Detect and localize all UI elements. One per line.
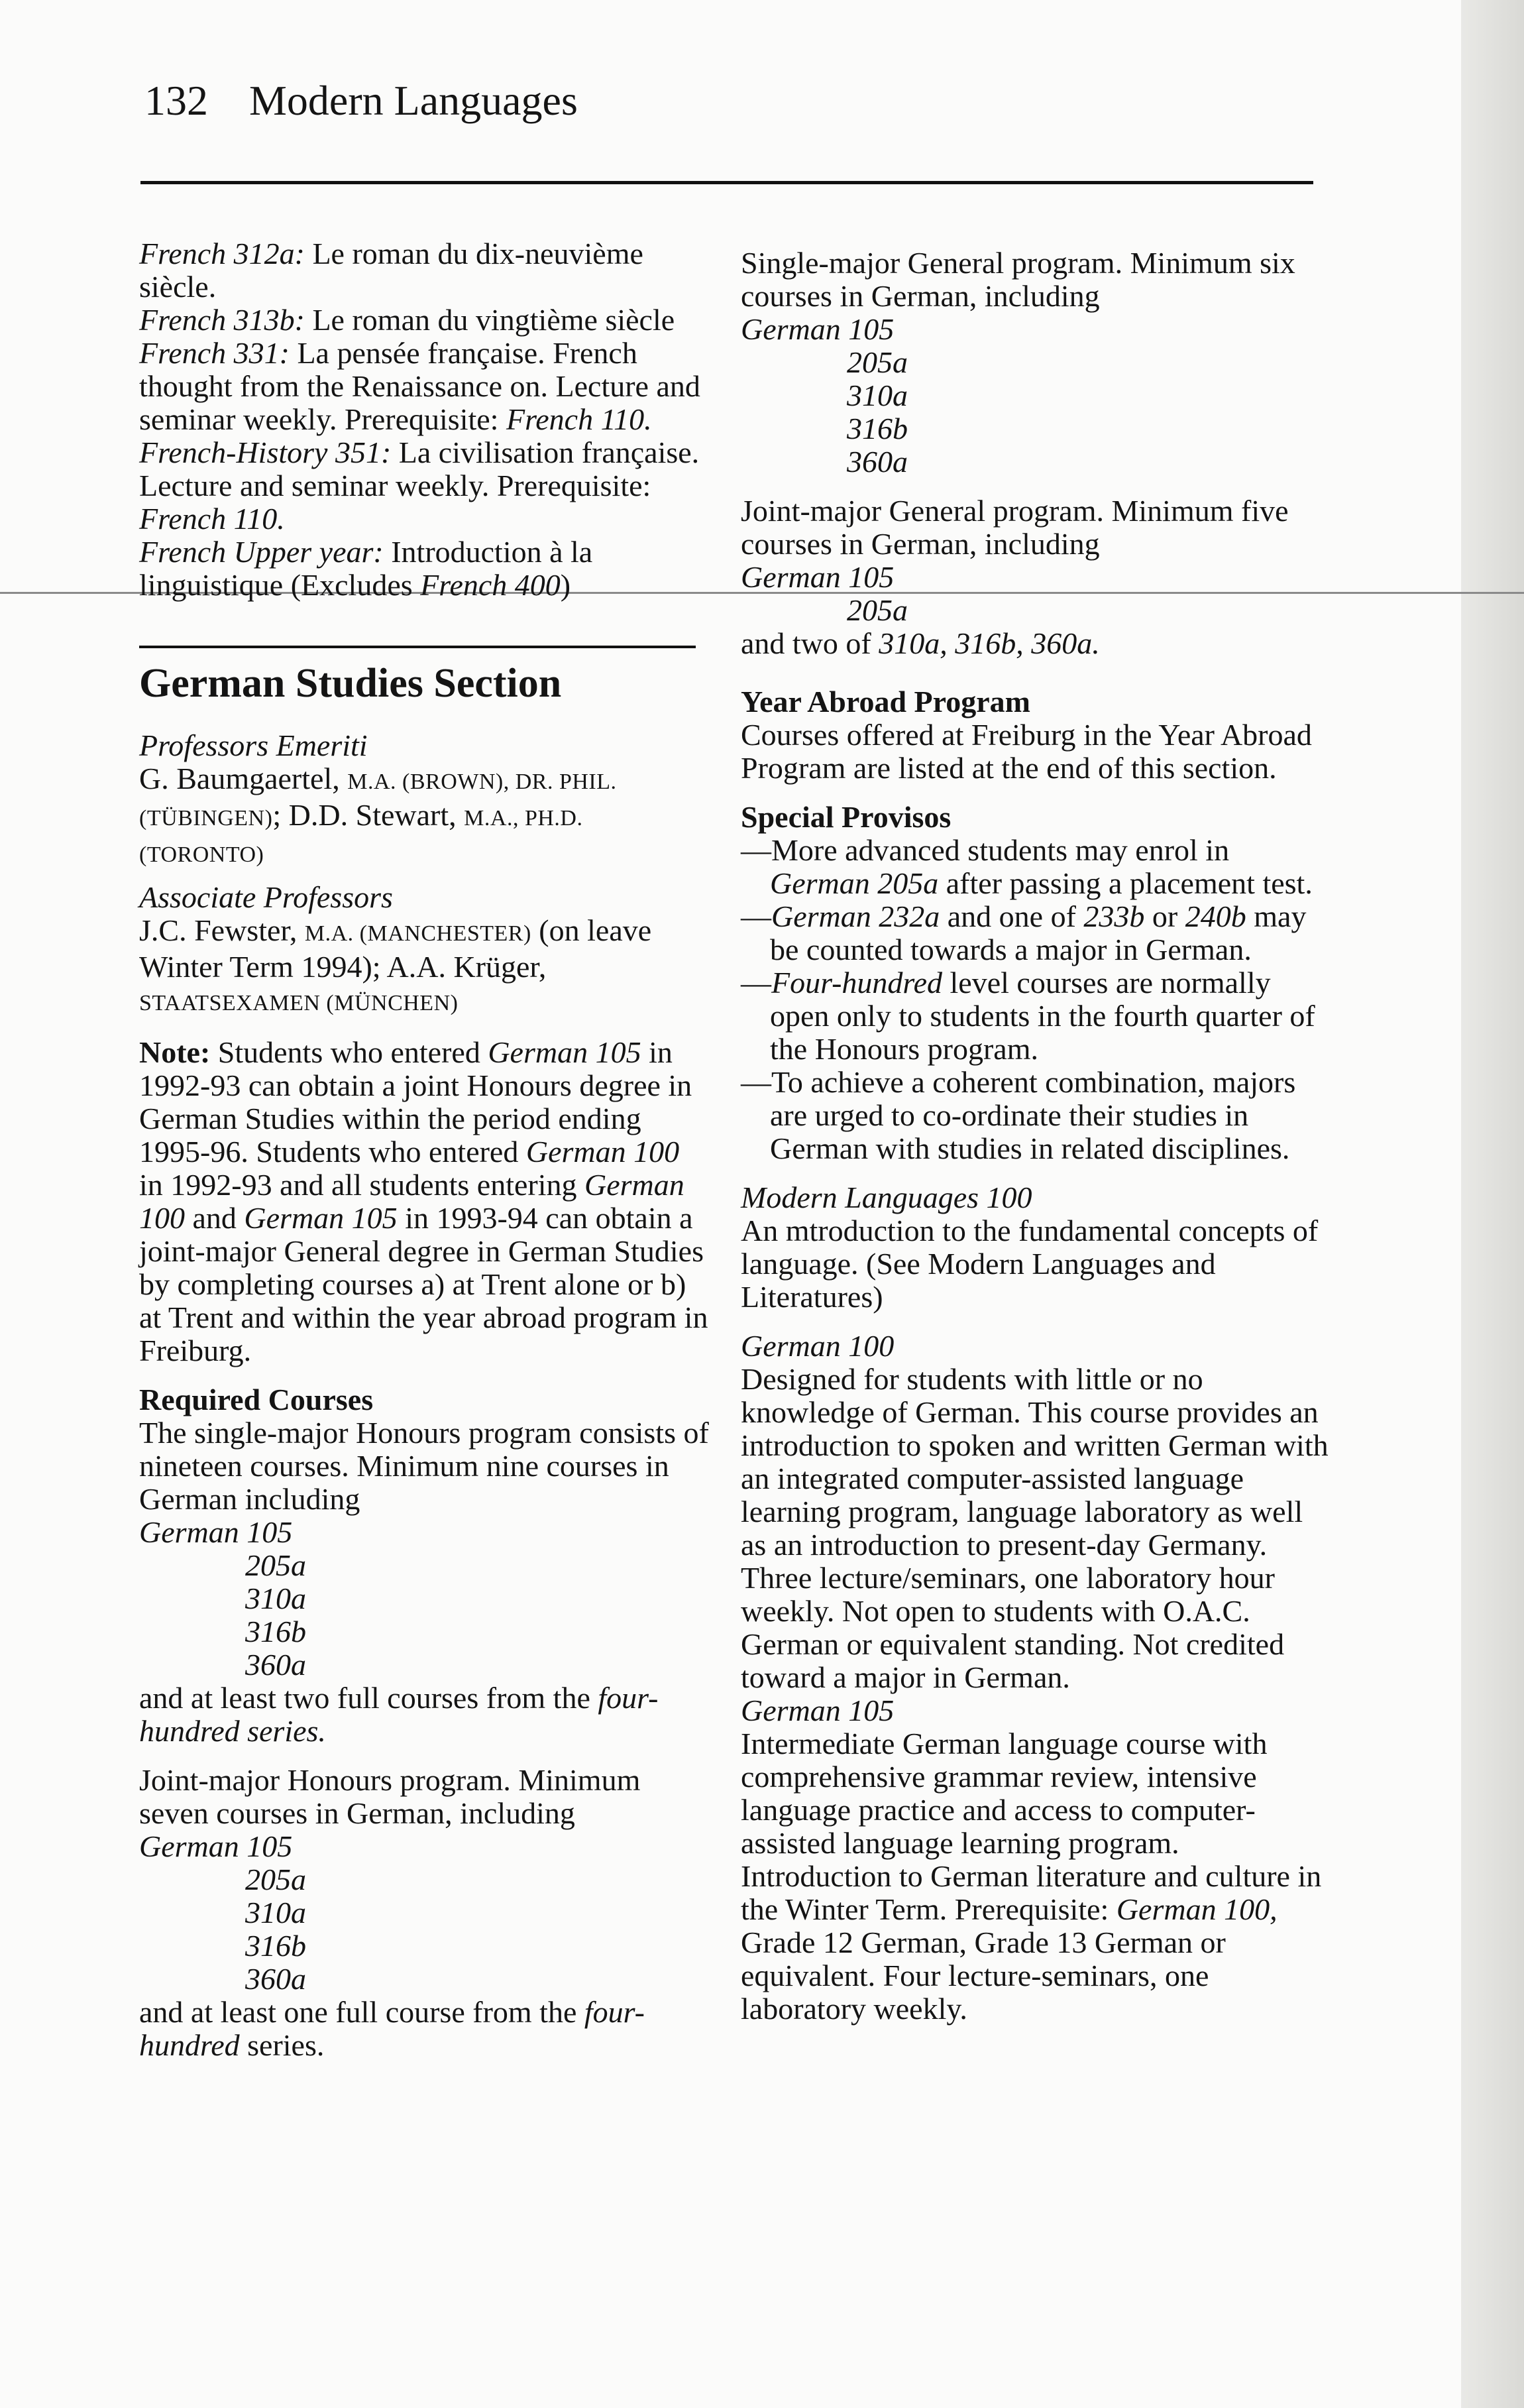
course-entry: French-History 351: La civilisation française. Lecture and seminar weekly. Prerequisite: French 110.	[139, 435, 700, 536]
proviso-item: —To achieve a coherent combination, majors are urged to co-ordinate their studies in German with studies in related disciplines.	[741, 1065, 1296, 1165]
required-text: Joint-major Honours program. Minimum seven courses in German, including	[139, 1763, 641, 1830]
course-code: German 105	[741, 560, 895, 594]
running-title: Modern Languages	[249, 77, 578, 124]
year-abroad-text: Courses offered at Freiburg in the Year Abroad Program are listed at the end of this section.	[741, 718, 1312, 785]
program-text: Single-major General program. Minimum six courses in German, including	[741, 246, 1295, 313]
section-title: German Studies Section	[139, 661, 562, 706]
emeriti-heading: Professors Emeriti	[139, 728, 368, 762]
page-edge	[1461, 0, 1524, 2408]
course-description: Intermediate German language course with comprehensive grammar review, intensive language practice and access to computer-assisted language learning program. Introduction to German literature and culture in the Winter Term. Prerequisite: German 100, Grade 12 German, Grade 13 German or equivalent. Four lecture-seminars, one laboratory weekly.	[741, 1727, 1322, 2026]
course-code: 360a	[847, 445, 908, 479]
course-code: 316b	[245, 1615, 306, 1648]
required-heading: Required Courses	[139, 1383, 374, 1416]
course-code: 205a	[245, 1548, 306, 1582]
course-code: 205a	[847, 345, 908, 379]
header-rule	[140, 181, 1313, 184]
course-entry: French Upper year: Introduction à la linguistique (Excludes French 400)	[139, 535, 593, 602]
proviso-item: —Four-hundred level courses are normally open only to students in the fourth quarter of the Honours program.	[741, 966, 1315, 1066]
year-abroad-heading: Year Abroad Program	[741, 685, 1030, 718]
course-code: 205a	[847, 593, 908, 627]
course-code: 360a	[245, 1648, 306, 1682]
required-text: and at least two full courses from the four-hundred series.	[139, 1681, 659, 1748]
page-number: 132	[144, 77, 208, 124]
program-text: Joint-major General program. Minimum five courses in German, including	[741, 494, 1289, 561]
note-paragraph: Note: Students who entered German 105 in 1992-93 can obtain a joint Honours degree in German Studies within the period ending 1995-96. Students who entered German 100 in 1992-93 and all students entering German 100 and German 105 in 1993-94 can obtain a joint-major General degree in German Studies by completing courses a) at Trent alone or b) at Trent and within the year abroad program in Freiburg.	[139, 1035, 708, 1367]
course-code: German 105	[741, 1693, 895, 1727]
course-code: German 105	[139, 1515, 293, 1549]
provisos-heading: Special Provisos	[741, 800, 952, 834]
associate-list: J.C. Fewster, M.A. (MANCHESTER) (on leave Winter Term 1994); A.A. Krüger, STAATSEXAMEN (MÜNCHEN)	[139, 913, 652, 1015]
program-text: and two of 310a, 316b, 360a.	[741, 626, 1100, 660]
course-code: 205a	[245, 1863, 306, 1896]
course-description: Designed for students with little or no knowledge of German. This course provides an introduction to spoken and written German with an integrated computer-assisted language learning program, language laboratory as well as an introduction to present-day Germany. Three lecture/seminars, one laboratory hour weekly. Not open to students with O.A.C. German or equivalent standing. Not credited toward a major in German.	[741, 1362, 1329, 1694]
course-entry: French 331: La pensée française. French thought from the Renaissance on. Lecture and seminar weekly. Prerequisite: French 110.	[139, 336, 700, 436]
left-column	[139, 237, 709, 2062]
associate-heading: Associate Professors	[139, 880, 393, 914]
proviso-item: —More advanced students may enrol in German 205a after passing a placement test.	[741, 833, 1313, 900]
course-code: 310a	[847, 378, 908, 412]
required-text: The single-major Honours program consists of nineteen courses. Minimum nine courses in German including	[139, 1416, 709, 1516]
course-code: German 100	[741, 1329, 895, 1363]
page-header	[144, 77, 578, 124]
emeriti-list: G. Baumgaertel, M.A. (BROWN), DR. PHIL. (TÜBINGEN); D.D. Stewart, M.A., PH.D. (TORONTO)	[139, 762, 617, 867]
course-entry: French 312a: Le roman du dix-neuvième siècle.	[139, 237, 643, 304]
course-code: German 105	[139, 1829, 293, 1863]
section-rule	[139, 646, 696, 648]
course-code: 316b	[245, 1929, 306, 1963]
course-description: An mtroduction to the fundamental concepts of language. (See Modern Languages and Literatures)	[741, 1214, 1319, 1314]
course-code: Modern Languages 100	[741, 1180, 1032, 1214]
course-code: 316b	[847, 412, 908, 445]
course-code: 360a	[245, 1962, 306, 1996]
course-entry: French 313b: Le roman du vingtième siècle	[139, 303, 675, 337]
course-code: German 105	[741, 312, 895, 346]
proviso-item: —German 232a and one of 233b or 240b may be counted towards a major in German.	[741, 899, 1307, 966]
course-code: 310a	[245, 1896, 306, 1929]
required-text: and at least one full course from the four-hundred series.	[139, 1995, 645, 2062]
course-code: 310a	[245, 1581, 306, 1615]
right-column	[741, 247, 1331, 2026]
